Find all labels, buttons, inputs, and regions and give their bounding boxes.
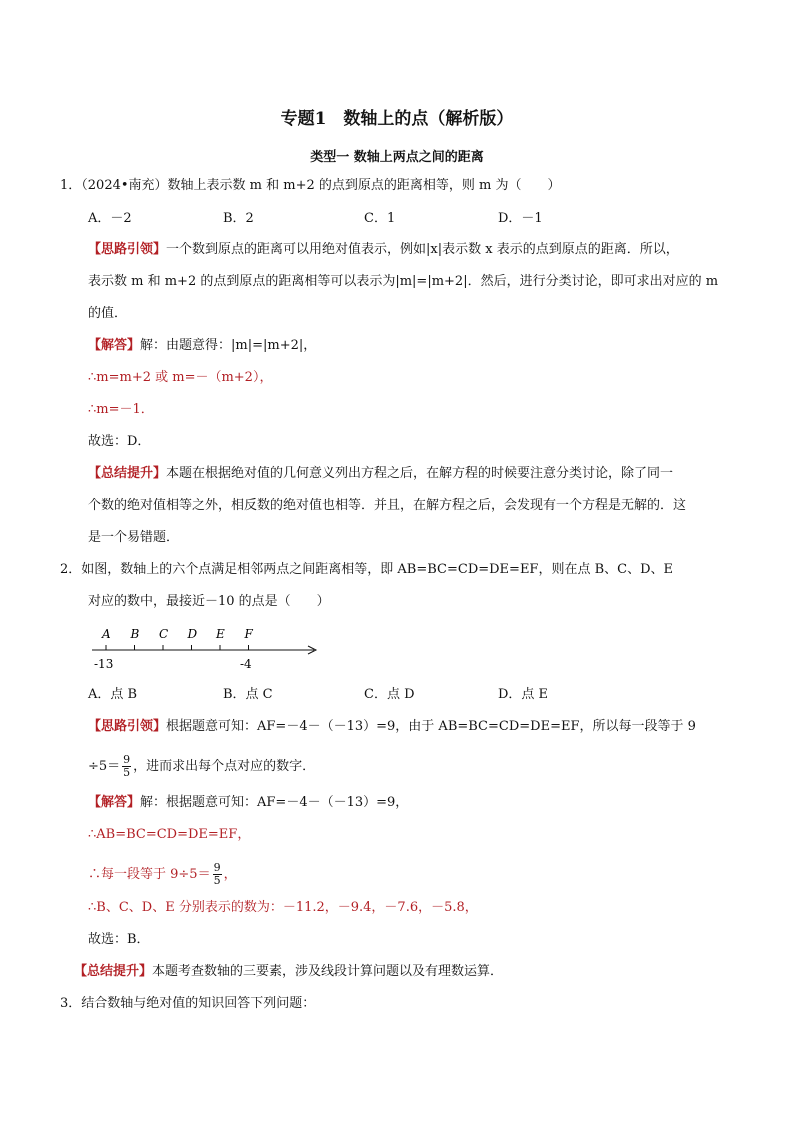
q2-hint-line-2 [88, 754, 315, 779]
section-subtitle: 类型一 数轴上两点之间的距离 [310, 150, 484, 165]
q2-answer-line-1 [88, 795, 408, 811]
q2-hint-line-1 [88, 719, 696, 735]
q2-hint-text-2b: ，进而求出每个点对应的数字． [133, 759, 316, 774]
q2-answer-text-3b: ， [223, 867, 237, 882]
q2-stem-line-1: 2．如图，数轴上的六个点满足相邻两点之间距离相等，即 AB=BC=CD=DE=EF，则在点 B、C、D、E [60, 562, 673, 577]
q2-summary-line-1 [74, 964, 503, 980]
q2-answer-fraction [213, 862, 222, 887]
q2-answer-line-5: 故选：B． [88, 932, 150, 947]
q1-answer-tag: 【解答】 [88, 338, 141, 353]
page-title: 专题1 数轴上的点（解析版） [280, 109, 514, 129]
q1-summary-tag: 【总结提升】 [88, 466, 167, 481]
q2-answer-text-3a: ∴每一段等于 9÷5＝ [88, 867, 211, 882]
q1-answer-text-1: 解：由题意得：|m|=|m+2|， [140, 338, 317, 353]
q1-hint-line-3: 的值． [88, 306, 128, 321]
q2-answer-fraction-num: 9 [213, 861, 221, 874]
q2-option-c: C．点 D [364, 687, 415, 702]
q1-hint-tag: 【思路引领】 [88, 242, 167, 257]
number-line-point-a: A [102, 627, 111, 641]
q1-summary-line-1 [88, 466, 673, 482]
number-line-point-b: B [130, 627, 140, 641]
number-line-points [101, 627, 254, 650]
q1-answer-line-4: 故选：D． [88, 434, 151, 449]
q2-hint-text-2a: ÷5＝ [88, 759, 121, 774]
q2-answer-line-4: ∴B、C、D、E 分别表示的数为：－11.2，－9.4，－7.6，－5.8， [88, 900, 478, 915]
q2-answer-line-3 [88, 862, 237, 887]
q1-option-d: D．－1 [498, 211, 543, 226]
q2-hint-fraction [122, 754, 131, 779]
q1-option-b: B．2 [223, 211, 254, 226]
q2-option-a: A．点 B [88, 687, 138, 702]
number-line-point-c: C [159, 627, 169, 641]
q1-stem: 1．（2024•南充）数轴上表示数 m 和 m+2 的点到原点的距离相等，则 m 为（ ） [60, 178, 561, 193]
q1-answer-line-2: ∴m=m+2 或 m=－（m+2）， [88, 370, 273, 385]
number-line-label-f: -4 [240, 657, 252, 671]
q1-option-c: C．1 [364, 211, 396, 226]
q1-answer-line-3: ∴m=－1． [88, 402, 154, 417]
number-line-svg [88, 620, 328, 676]
q2-answer-fraction-den: 5 [213, 874, 221, 887]
q1-hint-line-1 [88, 242, 679, 258]
q2-hint-tag: 【思路引领】 [88, 719, 167, 734]
q1-summary-text-1: 本题在根据绝对值的几何意义列出方程之后，在解方程的时候要注意分类讨论，除了同一 [166, 466, 674, 481]
q2-hint-text-1: 根据题意可知：AF=－4－（－13）=9，由于 AB=BC=CD=DE=EF，所以每一段等于 9 [166, 719, 696, 734]
q2-hint-fraction-den: 5 [123, 766, 131, 779]
q2-option-b: B．点 C [223, 687, 273, 702]
q2-hint-fraction-num: 9 [123, 753, 131, 766]
q1-hint-text-1: 一个数到原点的距离可以用绝对值表示，例如|x|表示数 x 表示的点到原点的距离．所以， [166, 242, 679, 257]
number-line-point-d: D [187, 627, 198, 641]
q2-answer-line-2: ∴AB=BC=CD=DE=EF， [88, 827, 251, 842]
q2-option-d: D．点 E [498, 687, 549, 702]
q1-summary-line-3: 是一个易错题． [88, 530, 180, 545]
q1-option-a: A．－2 [88, 211, 132, 226]
q1-hint-line-2: 表示数 m 和 m+2 的点到原点的距离相等可以表示为|m|=|m+2|．然后，进行分类讨论，即可求出对应的 m [88, 274, 719, 289]
number-line-point-f: F [244, 627, 253, 641]
q2-summary-tag: 【总结提升】 [74, 964, 153, 979]
number-line-label-a: -13 [94, 657, 114, 671]
q2-answer-tag: 【解答】 [88, 795, 141, 810]
q1-answer-line-1 [88, 338, 316, 354]
q2-answer-text-1: 解：根据题意可知：AF=－4－（－13）=9， [140, 795, 409, 810]
number-line-figure [88, 620, 328, 676]
q2-stem-line-2: 对应的数中，最接近－10 的点是（ ） [88, 594, 330, 609]
q2-summary-text-1: 本题考查数轴的三要素，涉及线段计算问题以及有理数运算． [152, 964, 504, 979]
q3-stem: 3．结合数轴与绝对值的知识回答下列问题： [60, 996, 316, 1011]
q1-summary-line-2: 个数的绝对值相等之外，相反数的绝对值也相等．并且，在解方程之后，会发现有一个方程是无解的．这 [88, 498, 687, 513]
number-line-point-e: E [216, 627, 225, 641]
